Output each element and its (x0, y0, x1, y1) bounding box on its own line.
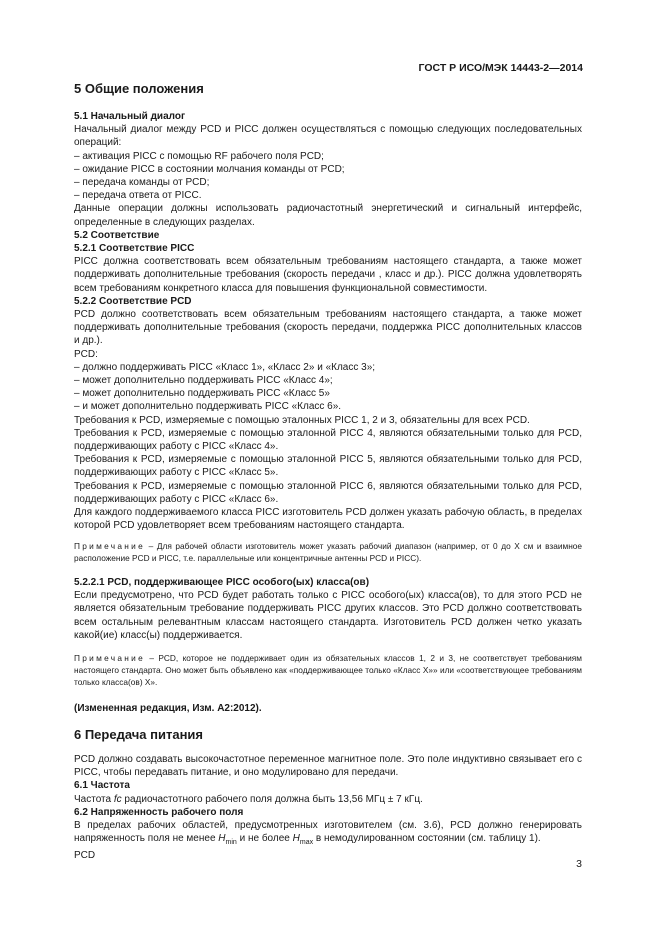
section521-text: PICC должна соответствовать всем обязательным требованиям настоящего стандарта, а также может поддерживать дополнительные требования (скорость передачи , класс и др.). PICC должна удовлетворять всем требованиям конкретного класса для повышения функциональной совместимости. (74, 256, 582, 294)
section51-intro: Начальный диалог между PCD и PICC должен осуществляться с помощью следующих последовательных операций: (74, 124, 582, 149)
text-part: и не более (236, 833, 293, 845)
section5221-title: 5.2.2.1 PCD, поддерживающее PICC особого(ых) класса(ов) (74, 577, 370, 588)
page-number: 3 (576, 858, 582, 870)
section62-tail: PCD (74, 850, 96, 862)
requirement-4: Требования к PCD, измеряемые с помощью эталонной PICC 6, являются обязательными только для PCD, поддерживающих работу с PICC «Класс 6». (74, 480, 582, 505)
text-part: В пределах рабочих областей, предусмотренных изготовителем (см. 3.6), PCD должно генерировать напряженность поля не менее (74, 820, 582, 845)
section51-outro: Данные операции должны использовать радиочастотный энергетический и сигнальный интерфейс, определенные в следующих разделах. (74, 203, 582, 228)
pcd-list (74, 361, 582, 414)
section62-title: 6.2 Напряженность рабочего поля (74, 806, 244, 818)
section51-block (74, 110, 582, 533)
hmin-symbol: H (218, 833, 226, 845)
requirement-2: Требования к PCD, измеряемые с помощью эталонной PICC 4, являются обязательными только для PCD, поддерживающих работу с PICC «Класс 4». (74, 427, 582, 453)
list-item: – может дополнительно поддерживать PICC «Класс 5» (74, 388, 330, 400)
section51-title: 5.1 Начальный диалог (74, 111, 186, 122)
fc-symbol: fc (113, 793, 122, 805)
requirement-5: Для каждого поддерживаемого класса PICC изготовитель PCD должен указать рабочую область, в пределах которой PCD удовлетворяет всем требованиям настоящего стандарта. (74, 507, 582, 532)
section6-title: 6 Передача питания (74, 727, 204, 742)
section52-title: 5.2 Соответствие (74, 229, 160, 241)
note-2 (74, 652, 582, 688)
pcd-label: PCD: (74, 348, 98, 360)
section61-title: 6.1 Частота (74, 780, 130, 792)
text-part: в немодулированном состоянии (см. таблицу 1). (313, 833, 541, 845)
hmax-subscript: max (299, 839, 314, 847)
standard-header: ГОСТ Р ИСО/МЭК 14443-2—2014 (418, 62, 583, 74)
section62-text (74, 819, 582, 849)
section6-block (74, 728, 582, 741)
requirement-3: Требования к PCD, измеряемые с помощью эталонной PICC 5, являются обязательными только для PCD, поддерживающих работу с PICC «Класс 5». (74, 454, 582, 479)
list-item: – ожидание PICC в состоянии молчания команды от PCD; (74, 163, 345, 175)
note-label: Примечание (74, 541, 146, 551)
text-part: радиочастотного рабочего поля должна быть 13,56 МГц ± 7 кГц. (121, 793, 423, 805)
section5221-text: Если предусмотрено, что PCD будет работать только с PICC особого(ых) класса(ов), то для этого PCD не является обязательным требование поддерживать PICC других классов. Это PCD должно соответствовать всем остальным релевантным классам настоящего стандарта. Изготовитель PCD должен четко указать какой(ие) класс(ы) поддерживается. (74, 590, 582, 641)
list-item: – может дополнительно поддерживать PICC «Класс 4»; (74, 375, 333, 387)
section522-text: PCD должно соответствовать всем обязательным требованиям настоящего стандарта, а также может поддерживать дополнительные требования (скорость передачи, поддержка PICC дополнительных классов и др.). (74, 309, 582, 347)
list-item: – и может дополнительно поддерживать PICC «Класс 6». (74, 401, 342, 413)
amendment-block (74, 702, 582, 715)
section522-title: 5.2.2 Соответствие PCD (74, 295, 192, 307)
note2-block (74, 652, 582, 688)
list-item: – передача команды от PCD; (74, 177, 210, 189)
section6-intro: PCD должно создавать высокочастотное переменное магнитное поле. Это поле индуктивно связывает его с PICC, чтобы передавать питание, и оно модулировано для передачи. (74, 754, 582, 779)
section61-text (74, 793, 582, 806)
section5-title: 5 Общие положения (74, 81, 204, 96)
list-item: – должно поддерживать PICC «Класс 1», «Класс 2» и «Класс 3»; (74, 361, 376, 373)
list-item: – активация PICC с помощью RF рабочего поля PCD; (74, 150, 324, 162)
note-1 (74, 540, 582, 564)
section5221-block (74, 576, 582, 642)
hmax-symbol: H (292, 833, 300, 845)
list-item: – передача ответа от PICC. (74, 190, 202, 202)
hmin-subscript: min (225, 839, 237, 847)
note-label: Примечание (74, 653, 146, 663)
section5-block (74, 82, 582, 95)
requirement-1: Требования к PCD, измеряемые с помощью эталонных PICC 1, 2 и 3, обязательны для всех PCD. (74, 414, 530, 426)
text-part: Частота (74, 793, 114, 805)
section51-list (74, 150, 582, 203)
section6-body (74, 753, 582, 863)
amendment-note: (Измененная редакция, Изм. A2:2012). (74, 703, 262, 714)
note-text: – PCD, которое не поддерживает один из обязательных классов 1, 2 и 3, не соответствует требованиям настоящего стандарта. Оно может быть объявлено как «поддерживающее только «Класс X»» или «соответствующее требованиям только класса(ов) X». (74, 653, 582, 687)
section521-title: 5.2.1 Соответствие PICC (74, 243, 195, 255)
note1-block (74, 540, 582, 564)
note-text: – Для рабочей области изготовитель может указать рабочий диапазон (например, от 0 до X см и взаимное расположение PCD и PICC, т.е. параллельные или концентричные антенны PCD и PICC). (74, 541, 582, 563)
